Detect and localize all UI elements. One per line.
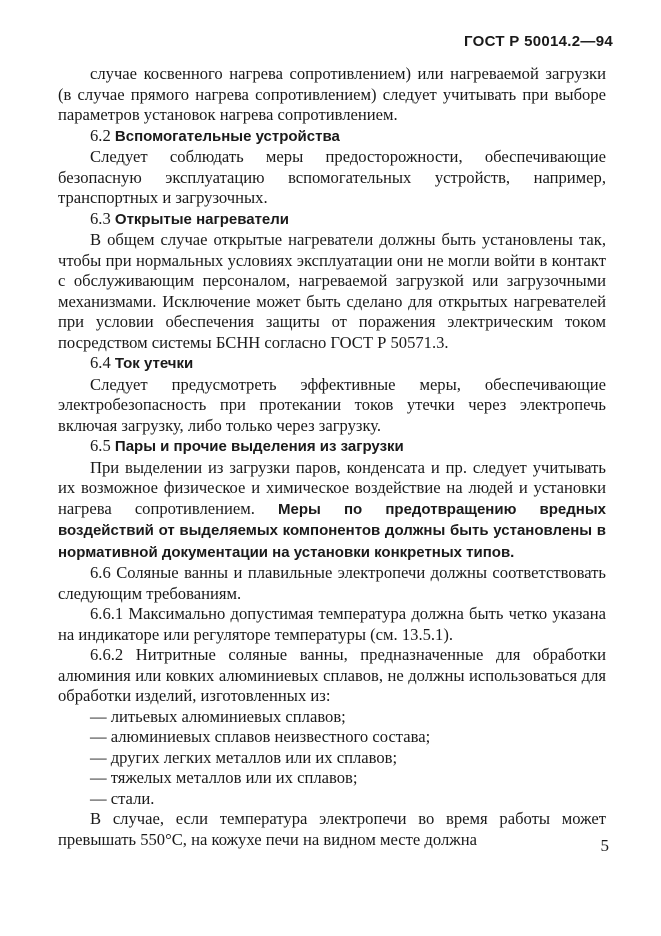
document-body	[58, 64, 606, 850]
section-6-5-text	[58, 458, 606, 564]
intro-paragraph: случае косвенного нагрева сопротивлением) или нагреваемой загрузки (в случае прямого нагрева сопротивлением) следует учитывать при выборе параметров установок нагрева сопротивлением.	[58, 64, 606, 124]
list-item: — других легких металлов или их сплавов;	[90, 747, 398, 767]
final-paragraph: В случае, если температура электропечи во время работы может превышать 550°С, на кожухе печи на видном месте должна	[58, 809, 606, 849]
section-6-6-1-text: 6.6.1 Максимально допустимая температура должна быть четко указана на индикаторе или регуляторе температуры (см. 13.5.1).	[58, 604, 606, 644]
list-item: — стали.	[90, 788, 155, 808]
section-6-3-text: В общем случае открытые нагреватели должны быть установлены так, чтобы при нормальных условиях эксплуатации они не могли войти в контакт с обслуживающим персоналом, нагреваемой загрузкой или загрузочными механизмами. Исключение может быть сделано для открытых нагревателей при условии обеспечения защиты от поражения электрическим током посредством системы БСНН согласно ГОСТ Р 50571.3.	[58, 230, 606, 352]
section-6-5-plain-text: При выделении из загрузки паров, конденсата и пр. следует учитывать их возможное физическое и химическое воздействие на людей и установки нагрева сопротивлением.	[58, 457, 606, 518]
page-number: 5	[600, 836, 609, 855]
materials-list	[58, 707, 606, 810]
section-6-2-heading	[58, 126, 606, 148]
page-header-gost-code: ГОСТ Р 50014.2—94	[464, 33, 613, 50]
section-6-4-number: 6.4	[90, 353, 111, 372]
section-6-5-number: 6.5	[90, 436, 111, 455]
section-6-4-text: Следует предусмотреть эффективные меры, обеспечивающие электробезопасность при протекании токов утечки через электропечь включая загрузку, либо только через загрузку.	[58, 374, 606, 435]
section-6-2-title: Вспомогательные устройства	[114, 127, 340, 145]
list-item: — алюминиевых сплавов неизвестного состава;	[90, 727, 431, 746]
section-6-3-heading	[58, 209, 606, 231]
section-6-4-heading	[58, 353, 606, 375]
section-6-2-text: Следует соблюдать меры предосторожности, обеспечивающие безопасную эксплуатацию вспомогательных устройств, например, транспортных и загрузочных.	[58, 147, 606, 207]
section-6-5-heading	[58, 436, 606, 458]
section-6-2-number: 6.2	[90, 125, 111, 145]
section-6-6-2-text: 6.6.2 Нитритные соляные ванны, предназначенные для обработки алюминия или ковких алюминиевых сплавов, не должны использоваться для обработки изделий, изготовленных из:	[58, 645, 606, 705]
section-6-5-bold-text: Меры по предотвращению вредных воздействий от выделяемых компонентов должны быть установлены в нормативной документации на установки конкретных типов.	[58, 500, 606, 561]
section-6-3-number: 6.3	[90, 208, 111, 228]
section-6-3-title: Открытые нагреватели	[114, 210, 290, 228]
list-item: — тяжелых металлов или их сплавов;	[90, 768, 358, 787]
list-item: — литьевых алюминиевых сплавов;	[90, 706, 346, 726]
section-6-4-title: Ток утечки	[114, 355, 194, 372]
section-6-5-title: Пары и прочие выделения из загрузки	[114, 438, 404, 455]
section-6-6-text: 6.6 Соляные ванны и плавильные электропечи должны соответствовать следующим требованиям.	[58, 563, 606, 603]
